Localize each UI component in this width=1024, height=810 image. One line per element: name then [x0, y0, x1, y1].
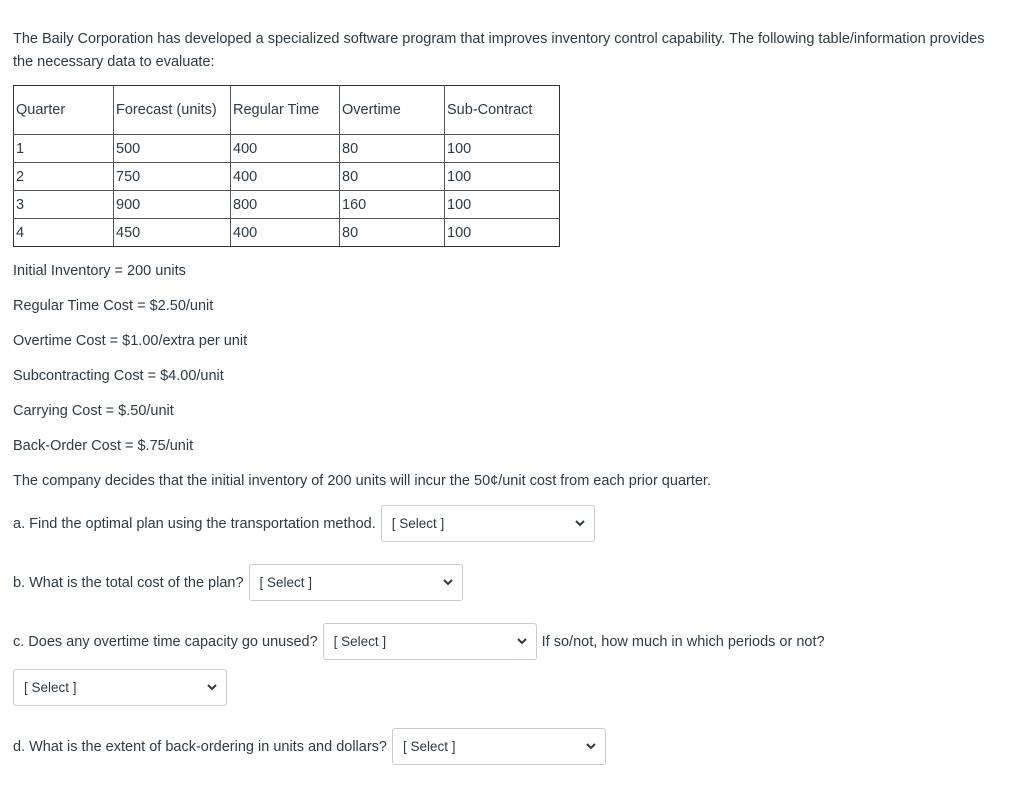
question-b-text: b. What is the total cost of the plan?	[13, 574, 244, 591]
intro-paragraph: The Baily Corporation has developed a specialized software program that improves inventory control capability. The following table/information provides the necessary data to evaluate:	[13, 31, 985, 70]
cell-sub-contract: 100	[445, 135, 560, 163]
cell-forecast: 450	[114, 219, 231, 247]
question-c-select[interactable]	[323, 623, 537, 660]
header-sub-contract: Sub-Contract	[445, 86, 560, 135]
cell-quarter: 1	[14, 135, 114, 163]
question-a-selected: [ Select ]	[391, 516, 445, 531]
production-table	[13, 85, 560, 247]
header-overtime: Overtime	[340, 86, 445, 135]
cell-regular-time: 400	[231, 135, 340, 163]
cell-forecast: 750	[114, 163, 231, 191]
table-row	[14, 219, 560, 247]
fact-regular-cost: Regular Time Cost = $2.50/unit	[13, 298, 214, 314]
cell-regular-time: 400	[231, 219, 340, 247]
cell-sub-contract: 100	[445, 191, 560, 219]
cell-overtime: 80	[340, 135, 445, 163]
question-c-followup	[13, 669, 227, 706]
question-b-selected: [ Select ]	[259, 575, 313, 590]
chevron-down-icon	[206, 681, 218, 693]
header-regular-time: Regular Time	[231, 86, 340, 135]
question-c-text: c. Does any overtime time capacity go unused?	[13, 633, 318, 650]
question-a	[13, 505, 595, 542]
question-a-text: a. Find the optimal plan using the transportation method.	[13, 515, 376, 532]
question-d-selected: [ Select ]	[402, 739, 456, 754]
table-row	[14, 163, 560, 191]
table-row	[14, 135, 560, 163]
question-b	[13, 564, 463, 601]
fact-initial-inventory: Initial Inventory = 200 units	[13, 263, 186, 279]
chevron-down-icon	[585, 740, 597, 752]
cell-overtime: 160	[340, 191, 445, 219]
cell-regular-time: 400	[231, 163, 340, 191]
fact-overtime-cost: Overtime Cost = $1.00/extra per unit	[13, 333, 248, 349]
cell-sub-contract: 100	[445, 219, 560, 247]
question-d-select[interactable]	[392, 728, 606, 765]
cell-overtime: 80	[340, 163, 445, 191]
cell-forecast: 900	[114, 191, 231, 219]
chevron-down-icon	[442, 576, 454, 588]
cell-overtime: 80	[340, 219, 445, 247]
table-header-row	[14, 86, 560, 135]
fact-carrying-cost: Carrying Cost = $.50/unit	[13, 403, 174, 419]
question-b-select[interactable]	[249, 564, 463, 601]
cell-quarter: 4	[14, 219, 114, 247]
chevron-down-icon	[574, 517, 586, 529]
header-quarter: Quarter	[14, 86, 114, 135]
cell-sub-contract: 100	[445, 163, 560, 191]
question-c-followup-selected: [ Select ]	[24, 680, 77, 695]
question-d-text: d. What is the extent of back-ordering in units and dollars?	[13, 738, 387, 755]
question-c-followup-text: If so/not, how much in which periods or not?	[541, 633, 825, 650]
fact-subcontract-cost: Subcontracting Cost = $4.00/unit	[13, 368, 224, 384]
cell-quarter: 2	[14, 163, 114, 191]
question-a-select[interactable]	[381, 505, 595, 542]
cell-forecast: 500	[114, 135, 231, 163]
cell-regular-time: 800	[231, 191, 340, 219]
cell-quarter: 3	[14, 191, 114, 219]
question-c-followup-select[interactable]	[13, 669, 227, 706]
fact-backorder-cost: Back-Order Cost = $.75/unit	[13, 438, 194, 454]
fact-note: The company decides that the initial inventory of 200 units will incur the 50¢/unit cost from each prior quarter.	[13, 473, 711, 489]
header-forecast: Forecast (units)	[114, 86, 231, 135]
question-c	[13, 623, 825, 660]
question-d	[13, 728, 606, 765]
question-c-selected: [ Select ]	[333, 634, 387, 649]
chevron-down-icon	[516, 635, 528, 647]
table-row	[14, 191, 560, 219]
